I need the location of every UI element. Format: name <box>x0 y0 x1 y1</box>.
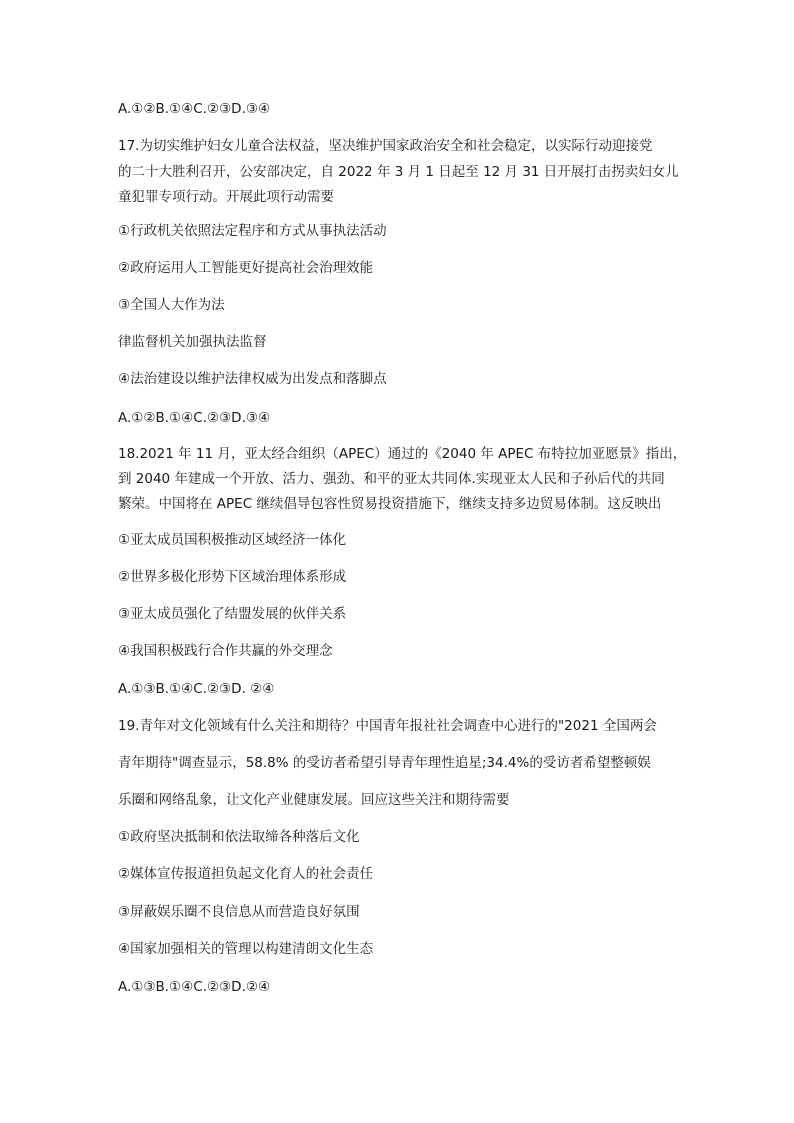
q17-stem-line-1: 17.为切实维护妇女儿童合法权益，坚决维护国家政治安全和社会稳定，以实际行动迎接党 <box>118 138 653 154</box>
q18-option-3: ③亚太成员强化了结盟发展的伙伴关系 <box>118 606 347 622</box>
q17-option-3-cont: 律监督机关加强执法监督 <box>118 334 267 350</box>
q19-option-1: ①政府坚决抵制和依法取缔各种落后文化 <box>118 829 360 845</box>
q19-option-2: ②媒体宣传报道担负起文化育人的社会责任 <box>118 866 374 882</box>
q19-answer-options: A.①③B.①④C.②③D.②④ <box>118 979 271 995</box>
q16-answer-options: A.①②B.①④C.②③D.③④ <box>118 101 271 117</box>
q18-option-2: ②世界多极化形势下区域治理体系形成 <box>118 569 347 585</box>
q18-option-1: ①亚太成员国积极推动区域经济一体化 <box>118 532 347 548</box>
q18-stem-line-3: 繁荣。中国将在 APEC 继续倡导包容性贸易投资措施下，继续支持多边贸易体制。这反映出 <box>118 496 662 512</box>
q19-option-4: ④国家加强相关的管理以构建清朗文化生态 <box>118 941 374 957</box>
q19-stem-line-2: 青年期待"调查显示，58.8% 的受访者希望引导青年理性追星;34.4%的受访者希望整顿娱 <box>118 755 651 771</box>
q19-stem-line-3: 乐圈和网络乱象，让文化产业健康发展。回应这些关注和期待需要 <box>118 792 510 808</box>
q17-option-2: ②政府运用人工智能更好提高社会治理效能 <box>118 260 374 276</box>
q17-option-3: ③全国人大作为法 <box>118 297 225 313</box>
q18-option-4: ④我国积极践行合作共赢的外交理念 <box>118 643 333 659</box>
q17-stem-line-2: 的二十大胜利召开，公安部决定，自 2022 年 3 月 1 日起至 12 月 31 日开展打击拐卖妇女儿 <box>118 164 679 180</box>
q17-answer-options: A.①②B.①④C.②③D.③④ <box>118 410 271 426</box>
q18-answer-options: A.①③B.①④C.②③D. ②④ <box>118 681 275 697</box>
q18-stem-line-2: 到 2040 年建成一个开放、活力、强劲、和平的亚太共同体.实现亚太人民和子孙后代的共同 <box>118 471 665 487</box>
q19-option-3: ③屏蔽娱乐圈不良信息从而营造良好氛围 <box>118 904 360 920</box>
q17-stem-line-3: 童犯罪专项行动。开展此项行动需要 <box>118 189 334 205</box>
q17-option-1: ①行政机关依照法定程序和方式从事执法活动 <box>118 223 387 239</box>
q19-stem-line-1: 19.青年对文化领域有什么关注和期待？中国青年报社社会调查中心进行的"2021 全国两会 <box>118 718 657 734</box>
q17-option-4: ④法治建设以维护法律权威为出发点和落脚点 <box>118 371 387 387</box>
q18-stem-line-1: 18.2021 年 11 月，亚太经合组织（APEC）通过的《2040 年 APEC 布特拉加亚愿景》指出， <box>118 446 687 462</box>
